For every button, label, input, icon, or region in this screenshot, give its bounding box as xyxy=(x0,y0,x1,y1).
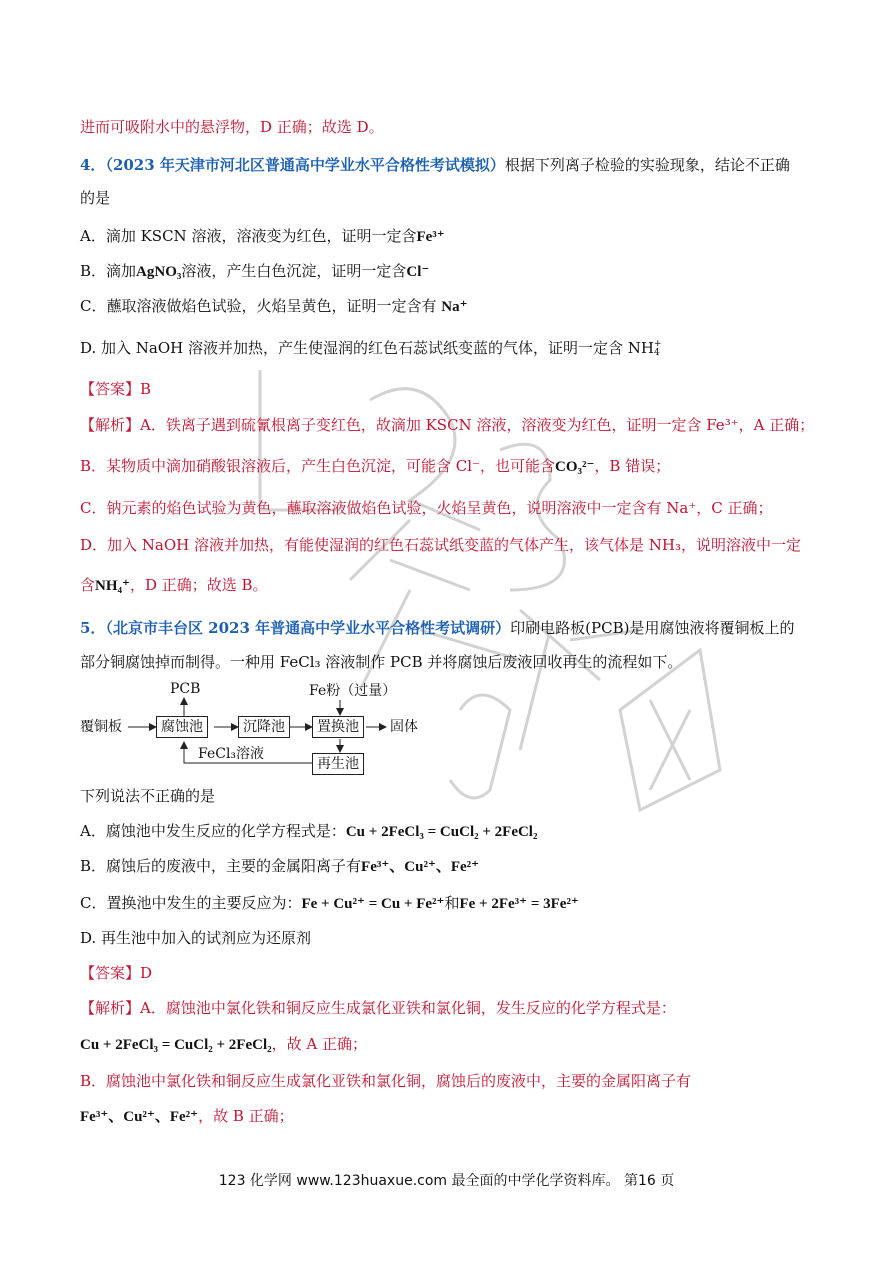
option-5a xyxy=(80,821,537,842)
option-4b-text-2: 溶液，产生白色沉淀，证明一定含 xyxy=(181,262,407,280)
explanation-4b xyxy=(80,456,670,477)
option-4d-text: D. 加入 NaOH 溶液并加热，产生使湿润的红色石蕊试纸变蓝的气体，证明一定含 NH xyxy=(80,339,654,357)
option-5d: D. 再生池中加入的试剂应为还原剂 xyxy=(80,929,312,947)
formula-ions-2: Fe³⁺、Cu²⁺、Fe²⁺ xyxy=(80,1109,199,1125)
option-4b-text: B．滴加 xyxy=(80,262,137,280)
flow-solid-label: 固体 xyxy=(390,719,418,735)
formula-agno3: AgNO₃ xyxy=(136,264,182,280)
answer-5: 【答案】D xyxy=(80,964,153,982)
formula-cl: Cl⁻ xyxy=(406,264,430,280)
equation-cu-fecl3: Cu + 2FeCl₃ = CuCl₂ + 2FeCl₂ xyxy=(345,824,538,840)
flow-pcb-label: PCB xyxy=(170,681,201,697)
equation-fe-cu: Fe + Cu²⁺ = Cu + Fe²⁺ xyxy=(301,896,445,912)
flow-fecl3-label: FeCl₃溶液 xyxy=(198,746,265,762)
formula-co3: CO₃²⁻ xyxy=(555,459,595,475)
flow-input-label: 覆铜板 xyxy=(80,719,122,735)
question-5-ask: 下列说法不正确的是 xyxy=(80,787,216,805)
explanation-4d: D．加入 NaOH 溶液并加热，有能使湿润的红色石蕊试纸变蓝的气体产生，该气体是 NH₃，说明溶液中一定 xyxy=(80,536,802,554)
question-4-number: 4． xyxy=(80,156,106,174)
question-4-source: （2023 年天津市河北区普通高中学业水平合格性考试模拟） xyxy=(105,156,505,174)
explanation-4d-tail: ，D 正确；故选 B。 xyxy=(129,576,268,594)
question-5-source: （北京市丰台区 2023 年普通高中学业水平合格性考试调研） xyxy=(105,619,511,637)
question-5-number: 5． xyxy=(80,619,106,637)
flow-regen-box: 再生池 xyxy=(312,753,364,775)
nh4-charge: + xyxy=(654,339,662,349)
explanation-5b-cont xyxy=(80,1106,294,1127)
formula-nh4: NH₄⁺ xyxy=(95,578,130,594)
nh4-index xyxy=(654,340,662,358)
question-4-stem-cont: 的是 xyxy=(80,189,111,207)
explanation-5a-tail: ，故 A 正确； xyxy=(271,1035,367,1053)
equation-fe-fe3: Fe + 2Fe³⁺ = 3Fe²⁺ xyxy=(459,896,579,912)
explanation-5b: B．腐蚀池中氯化铁和铜反应生成氯化亚铁和氯化铜，腐蚀后的废液中，主要的金属阳离子有 xyxy=(80,1072,692,1090)
answer-4: 【答案】B xyxy=(80,380,152,398)
question-5-text: 印刷电路板(PCB)是用腐蚀液将覆铜板上的 xyxy=(510,619,795,637)
option-5c xyxy=(80,893,579,914)
formula-ions: Fe³⁺、Cu²⁺、Fe²⁺ xyxy=(361,859,480,875)
formula-na: Na⁺ xyxy=(441,299,468,315)
equation-cu-fecl3-2: Cu + 2FeCl₃ = CuCl₂ + 2FeCl₂ xyxy=(80,1037,272,1053)
flow-etch-box: 腐蚀池 xyxy=(156,716,208,738)
flow-fe-powder-label: Fe粉（过量） xyxy=(309,683,397,699)
explanation-5a: 【解析】A．腐蚀池中氯化铁和铜反应生成氯化亚铁和氯化铜，发生反应的化学方程式是： xyxy=(80,999,676,1017)
option-5a-text: A．腐蚀池中发生反应的化学方程式是： xyxy=(80,822,346,840)
option-4b xyxy=(80,261,429,282)
question-4-stem xyxy=(80,155,790,175)
question-4-text: 根据下列离子检验的实验现象，结论不正确 xyxy=(504,156,790,174)
option-5c-and: 和 xyxy=(444,894,460,912)
question-5-stem-cont: 部分铜腐蚀掉而制得。一种用 FeCl₃ 溶液制作 PCB 并将腐蚀后废液回收再生的流程如下。 xyxy=(80,653,683,671)
option-5b-text: B．腐蚀后的废液中，主要的金属阳离子有 xyxy=(80,857,362,875)
explanation-4d-cont xyxy=(80,575,268,596)
nh4-subscript: 4 xyxy=(654,348,660,358)
option-4c xyxy=(80,296,468,317)
option-4c-text: C．蘸取溶液做焰色试验，火焰呈黄色，证明一定含有 xyxy=(80,297,437,315)
option-5b xyxy=(80,856,479,877)
explanation-4a: 【解析】A．铁离子遇到硫氰根离子变红色，故滴加 KSCN 溶液，溶液变为红色，证明一定含 Fe³⁺，A 正确； xyxy=(80,416,815,434)
option-4d xyxy=(80,338,662,358)
prev-answer-tail: 进而可吸附水中的悬浮物，D 正确；故选 D。 xyxy=(80,118,384,136)
explanation-4d-text: 含 xyxy=(80,576,96,594)
option-5c-text: C．置换池中发生的主要反应为： xyxy=(80,894,302,912)
question-5-stem xyxy=(80,618,794,638)
explanation-4c: C．钠元素的焰色试验为黄色，蘸取溶液做焰色试验，火焰呈黄色，说明溶液中一定含有 Na⁺，C 正确； xyxy=(80,499,773,517)
explanation-5b-tail: ，故 B 正确； xyxy=(198,1107,294,1125)
formula-fe3: Fe³⁺ xyxy=(416,229,445,245)
explanation-5a-cont xyxy=(80,1034,367,1055)
explanation-4b-tail: ，B 错误； xyxy=(594,457,671,475)
explanation-4b-text: B．某物质中滴加硝酸银溶液后，产生白色沉淀，可能含 Cl⁻，也可能含 xyxy=(80,457,555,475)
option-4a xyxy=(80,226,445,247)
flow-replace-box: 置换池 xyxy=(312,716,364,738)
flow-settle-box: 沉降池 xyxy=(238,716,290,738)
option-4a-text: A．滴加 KSCN 溶液，溶液变为红色，证明一定含 xyxy=(80,227,417,245)
page-footer: 123 化学网 www.123huaxue.com 最全面的中学化学资料库。 第16 页 xyxy=(218,1173,675,1189)
process-flow-diagram xyxy=(80,680,440,780)
